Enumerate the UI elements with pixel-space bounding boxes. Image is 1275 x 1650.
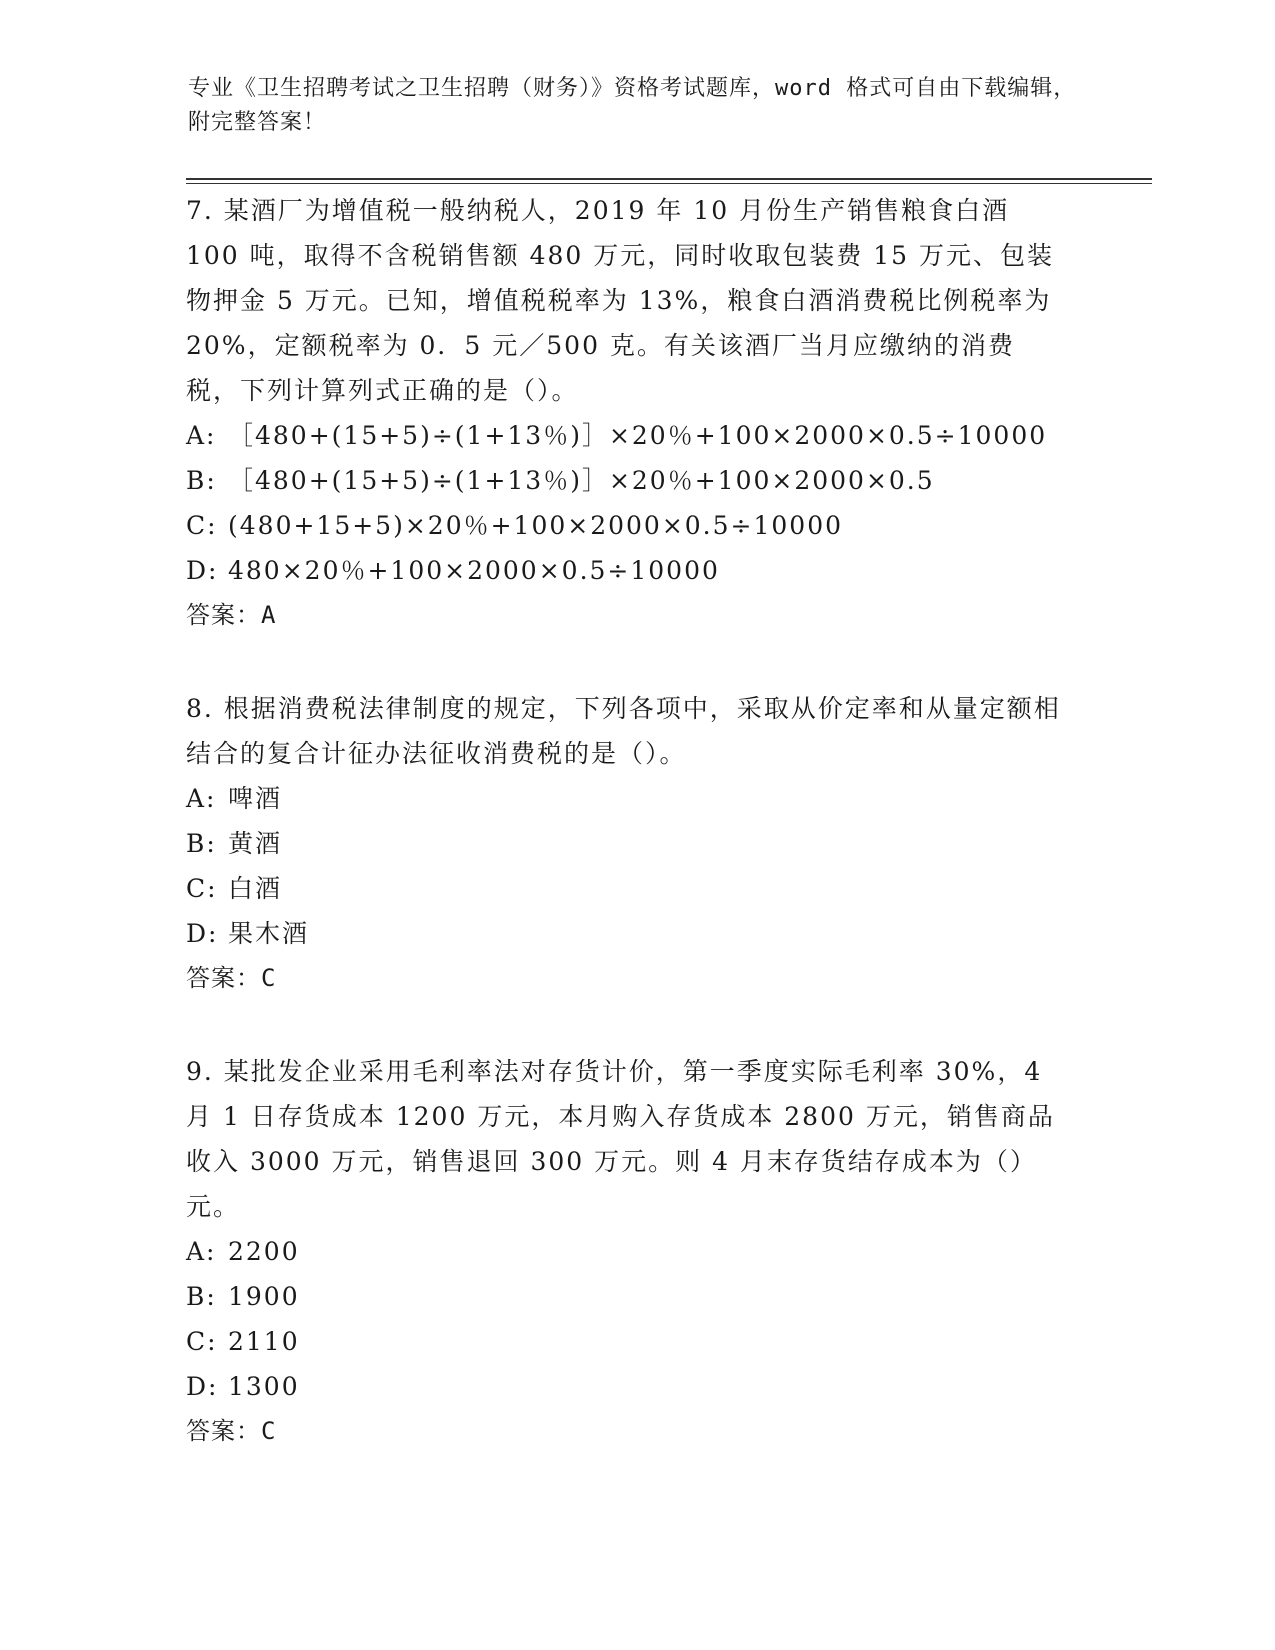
option-c xyxy=(186,1319,1066,1364)
option-text: 果木酒 xyxy=(228,919,310,948)
option-a xyxy=(186,776,1066,821)
option-text: 2200 xyxy=(228,1237,300,1266)
option-letter: A: xyxy=(186,421,217,450)
option-text: 1900 xyxy=(228,1282,300,1311)
option-c xyxy=(186,866,1066,911)
option-letter: D: xyxy=(186,919,219,948)
option-text: 啤酒 xyxy=(228,784,283,813)
option-letter: D: xyxy=(186,556,219,585)
option-letter: A: xyxy=(186,1237,217,1266)
answer-label: 答案：A xyxy=(186,601,277,629)
question-8 xyxy=(186,686,1066,1001)
option-text: 2110 xyxy=(228,1327,300,1356)
option-text: 1300 xyxy=(228,1372,300,1401)
header-title: 专业《卫生招聘考试之卫生招聘（财务）》资格考试题库，word 格式可自由下载编辑，附完整答案！ xyxy=(188,76,1077,135)
option-b xyxy=(186,821,1066,866)
answer-label: 答案：C xyxy=(186,964,277,992)
option-d xyxy=(186,548,1066,593)
option-d xyxy=(186,1364,1066,1409)
option-text: ［480+(15+5)÷(1+13％)］×20％+100×2000×0.5 xyxy=(228,466,935,495)
question-text: 7. 某酒厂为增值税一般纳税人，2019 年 10 月份生产销售粮食白酒 100 吨，取得不含税销售额 480 万元，同时收取包装费 15 万元、包装物押金 5 万元。已知，增值税税率为 13%，粮食白酒消费税比例税率为 20%，定额税率为 0．5 元／500 克。有关该酒厂当月应缴纳的消费税，下列计算列式正确的是（）。 xyxy=(186,196,1054,405)
option-letter: B: xyxy=(186,829,217,858)
option-d xyxy=(186,911,1066,956)
option-letter: C: xyxy=(186,1327,218,1356)
question-9 xyxy=(186,1049,1066,1454)
question-text: 9. 某批发企业采用毛利率法对存货计价，第一季度实际毛利率 30%，4 月 1 日存货成本 1200 万元，本月购入存货成本 2800 万元，销售商品收入 3000 万元，销售退回 300 万元。则 4 月末存货结存成本为（）元。 xyxy=(186,1057,1055,1221)
option-letter: B: xyxy=(186,1282,217,1311)
option-text: ［480+(15+5)÷(1+13％)］×20％+100×2000×0.5÷10000 xyxy=(228,421,1048,450)
option-b xyxy=(186,458,1066,503)
option-text: (480+15+5)×20％+100×2000×0.5÷10000 xyxy=(228,511,844,540)
option-letter: A: xyxy=(186,784,217,813)
option-b xyxy=(186,1274,1066,1319)
header-divider-thick xyxy=(186,178,1152,180)
option-letter: C: xyxy=(186,874,218,903)
option-text: 白酒 xyxy=(228,874,283,903)
option-a xyxy=(186,413,1066,458)
option-a xyxy=(186,1229,1066,1274)
option-letter: B: xyxy=(186,466,217,495)
option-text: 480×20％+100×2000×0.5÷10000 xyxy=(228,556,720,585)
option-letter: D: xyxy=(186,1372,219,1401)
option-text: 黄酒 xyxy=(228,829,283,858)
question-text: 8. 根据消费税法律制度的规定，下列各项中，采取从价定率和从量定额相结合的复合计征办法征收消费税的是（）。 xyxy=(186,694,1061,768)
question-7 xyxy=(186,188,1066,638)
answer-label: 答案：C xyxy=(186,1417,277,1445)
option-c xyxy=(186,503,1066,548)
option-letter: C: xyxy=(186,511,218,540)
header-divider-thin xyxy=(186,183,1152,184)
document-header xyxy=(188,72,1088,140)
